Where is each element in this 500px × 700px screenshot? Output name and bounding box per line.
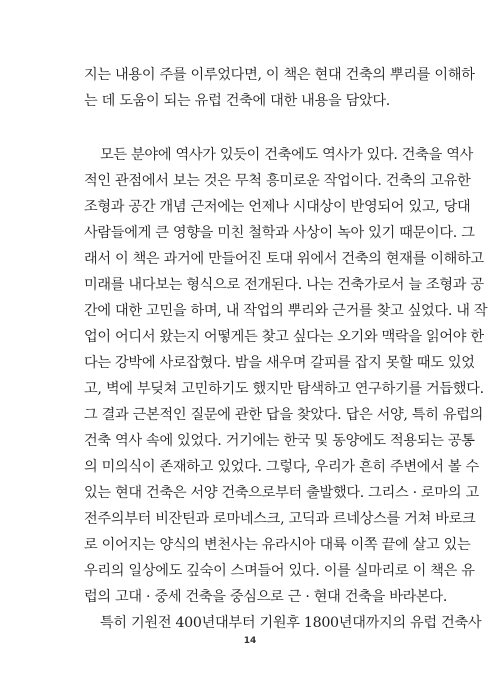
body-text-line: 그 결과 근본적인 질문에 관한 답을 찾았다. 답은 서양, 특히 유럽의 <box>84 407 484 423</box>
body-text-line: 간에 대한 고민을 하며, 내 작업의 뿌리와 근거를 찾고 싶었다. 내 작 <box>84 303 488 319</box>
body-text-line: 로 이어지는 양식의 변천사는 유라시아 대륙 이쪽 끝에 살고 있는 <box>84 537 471 553</box>
body-text-line: 건축 역사 속에 있었다. 거기에는 한국 및 동양에도 적용되는 공통 <box>84 433 475 449</box>
body-text-line: 조형과 공간 개념 근저에는 언제나 시대상이 반영되어 있고, 당대 <box>84 199 471 215</box>
page-number: 14 <box>243 636 257 646</box>
body-text-line: 미래를 내다보는 형식으로 전개된다. 나는 건축가로서 늘 조형과 공 <box>84 277 484 293</box>
body-text-line: 특히 기원전 400년대부터 기원후 1800년대까지의 유럽 건축사 <box>100 615 482 631</box>
body-text-line: 고, 벽에 부딪쳐 고민하기도 했지만 탐색하고 연구하기를 거듭했다. <box>84 381 484 397</box>
body-text-line: 사람들에게 큰 영향을 미친 철학과 사상이 녹아 있기 때문이다. 그 <box>84 225 475 241</box>
body-text-line: 적인 관점에서 보는 것은 무척 흥미로운 작업이다. 건축의 고유한 <box>84 173 471 189</box>
body-text-line: 업이 어디서 왔는지 어떻게든 찾고 싶다는 오기와 맥락을 읽어야 한 <box>84 329 484 345</box>
body-text-line: 있는 현대 건축은 서양 건축으로부터 출발했다. 그리스 · 로마의 고 <box>84 485 479 501</box>
body-text-line: 우리의 일상에도 깊숙이 스며들어 있다. 이를 실마리로 이 책은 유 <box>84 563 475 579</box>
body-text-line: 럽의 고대 · 중세 건축을 중심으로 근 · 현대 건축을 바라본다. <box>84 589 448 605</box>
body-text-line: 다는 강박에 사로잡혔다. 밤을 새우며 갈피를 잡지 못할 때도 있었 <box>84 355 475 371</box>
body-text-line: 모든 분야에 역사가 있듯이 건축에도 역사가 있다. 건축을 역사 <box>100 147 474 163</box>
body-text-line: 지는 내용이 주를 이루었다면, 이 책은 현대 건축의 뿌리를 이해하 <box>84 67 475 83</box>
body-text-line: 는 데 도움이 되는 유럽 건축에 대한 내용을 담았다. <box>84 93 390 109</box>
body-text-line: 의 미의식이 존재하고 있었다. 그렇다, 우리가 흔히 주변에서 볼 수 <box>84 459 479 475</box>
body-text-line: 전주의부터 비잔틴과 로마네스크, 고딕과 르네상스를 거쳐 바로크 <box>84 511 476 527</box>
body-text-line: 래서 이 책은 과거에 만들어진 토대 위에서 건축의 현재를 이해하고 <box>84 251 484 267</box>
